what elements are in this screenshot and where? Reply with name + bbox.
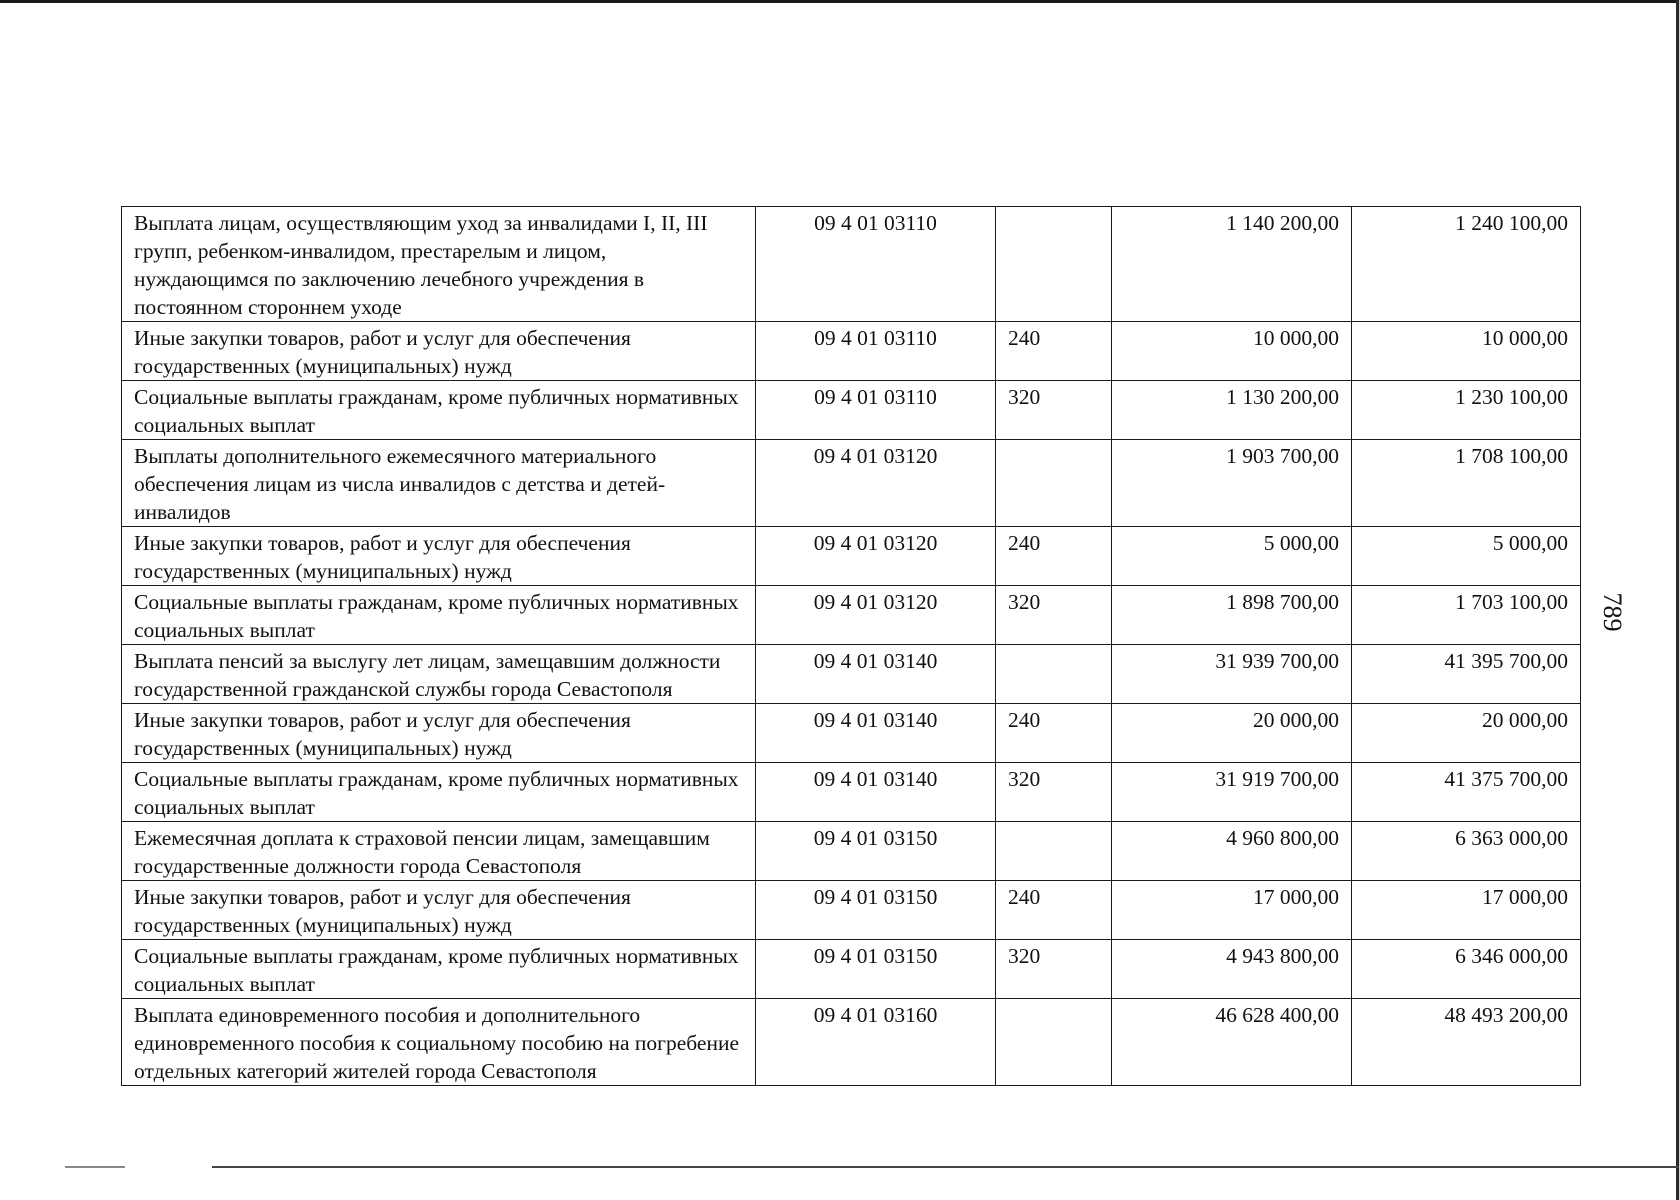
table-row xyxy=(122,999,1581,1086)
table-row xyxy=(122,822,1581,881)
target-code-cell: 09 4 01 03150 xyxy=(756,822,996,881)
target-code-cell: 09 4 01 03140 xyxy=(756,645,996,704)
expense-type-cell xyxy=(996,999,1112,1086)
target-code-cell: 09 4 01 03150 xyxy=(756,940,996,999)
amount-year-2-cell: 5 000,00 xyxy=(1352,527,1581,586)
amount-year-2-cell: 6 346 000,00 xyxy=(1352,940,1581,999)
target-code-cell: 09 4 01 03120 xyxy=(756,527,996,586)
amount-year-1-cell: 17 000,00 xyxy=(1112,881,1352,940)
scan-border-bottom xyxy=(212,1166,1679,1168)
amount-year-2-cell: 6 363 000,00 xyxy=(1352,822,1581,881)
target-code-cell: 09 4 01 03150 xyxy=(756,881,996,940)
scan-border-top xyxy=(0,0,1679,3)
amount-year-2-cell: 20 000,00 xyxy=(1352,704,1581,763)
expense-type-cell: 240 xyxy=(996,704,1112,763)
page-number: 789 xyxy=(1598,592,1627,632)
target-code-cell: 09 4 01 03160 xyxy=(756,999,996,1086)
table-row xyxy=(122,440,1581,527)
amount-year-2-cell: 10 000,00 xyxy=(1352,322,1581,381)
expense-type-cell xyxy=(996,440,1112,527)
target-code-cell: 09 4 01 03140 xyxy=(756,704,996,763)
amount-year-1-cell: 4 960 800,00 xyxy=(1112,822,1352,881)
expense-type-cell xyxy=(996,645,1112,704)
amount-year-2-cell: 48 493 200,00 xyxy=(1352,999,1581,1086)
target-code-cell: 09 4 01 03110 xyxy=(756,381,996,440)
amount-year-1-cell: 1 898 700,00 xyxy=(1112,586,1352,645)
target-code-cell: 09 4 01 03110 xyxy=(756,207,996,322)
table-row xyxy=(122,586,1581,645)
amount-year-1-cell: 1 903 700,00 xyxy=(1112,440,1352,527)
expense-name-cell: Выплата единовременного пособия и дополнительного единовременного пособия к социальному пособию на погребение отдельных категорий жителей города Севастополя xyxy=(122,999,756,1086)
expense-type-cell: 240 xyxy=(996,322,1112,381)
expense-name-cell: Ежемесячная доплата к страховой пенсии лицам, замещавшим государственные должности города Севастополя xyxy=(122,822,756,881)
table-row xyxy=(122,207,1581,322)
expense-type-cell: 240 xyxy=(996,527,1112,586)
budget-table-body xyxy=(122,207,1581,1086)
expense-type-cell: 240 xyxy=(996,881,1112,940)
expense-name-cell: Социальные выплаты гражданам, кроме публичных нормативных социальных выплат xyxy=(122,381,756,440)
target-code-cell: 09 4 01 03110 xyxy=(756,322,996,381)
amount-year-2-cell: 1 708 100,00 xyxy=(1352,440,1581,527)
expense-name-cell: Выплата лицам, осуществляющим уход за инвалидами I, II, III групп, ребенком-инвалидом, престарелым и лицом, нуждающимся по заключению лечебного учреждения в постоянном стороннем уходе xyxy=(122,207,756,322)
amount-year-1-cell: 20 000,00 xyxy=(1112,704,1352,763)
expense-type-cell: 320 xyxy=(996,763,1112,822)
table-row xyxy=(122,881,1581,940)
amount-year-1-cell: 31 919 700,00 xyxy=(1112,763,1352,822)
expense-name-cell: Иные закупки товаров, работ и услуг для обеспечения государственных (муниципальных) нужд xyxy=(122,704,756,763)
target-code-cell: 09 4 01 03140 xyxy=(756,763,996,822)
amount-year-1-cell: 5 000,00 xyxy=(1112,527,1352,586)
expense-type-cell xyxy=(996,207,1112,322)
amount-year-1-cell: 1 130 200,00 xyxy=(1112,381,1352,440)
table-row xyxy=(122,940,1581,999)
expense-name-cell: Выплаты дополнительного ежемесячного материального обеспечения лицам из числа инвалидов с детства и детей-инвалидов xyxy=(122,440,756,527)
amount-year-1-cell: 31 939 700,00 xyxy=(1112,645,1352,704)
expense-name-cell: Иные закупки товаров, работ и услуг для обеспечения государственных (муниципальных) нужд xyxy=(122,881,756,940)
table-row xyxy=(122,527,1581,586)
expense-name-cell: Иные закупки товаров, работ и услуг для обеспечения государственных (муниципальных) нужд xyxy=(122,527,756,586)
target-code-cell: 09 4 01 03120 xyxy=(756,440,996,527)
amount-year-1-cell: 10 000,00 xyxy=(1112,322,1352,381)
amount-year-2-cell: 41 395 700,00 xyxy=(1352,645,1581,704)
expense-type-cell: 320 xyxy=(996,381,1112,440)
expense-name-cell: Социальные выплаты гражданам, кроме публичных нормативных социальных выплат xyxy=(122,586,756,645)
expense-type-cell xyxy=(996,822,1112,881)
budget-table xyxy=(121,206,1581,1086)
amount-year-1-cell: 46 628 400,00 xyxy=(1112,999,1352,1086)
amount-year-1-cell: 4 943 800,00 xyxy=(1112,940,1352,999)
table-row xyxy=(122,322,1581,381)
amount-year-2-cell: 1 703 100,00 xyxy=(1352,586,1581,645)
table-row xyxy=(122,645,1581,704)
amount-year-2-cell: 41 375 700,00 xyxy=(1352,763,1581,822)
expense-type-cell: 320 xyxy=(996,586,1112,645)
expense-name-cell: Социальные выплаты гражданам, кроме публичных нормативных социальных выплат xyxy=(122,763,756,822)
expense-type-cell: 320 xyxy=(996,940,1112,999)
amount-year-1-cell: 1 140 200,00 xyxy=(1112,207,1352,322)
table-row xyxy=(122,763,1581,822)
table-row xyxy=(122,381,1581,440)
scan-border-bottom-left xyxy=(65,1166,125,1168)
expense-name-cell: Социальные выплаты гражданам, кроме публичных нормативных социальных выплат xyxy=(122,940,756,999)
expense-name-cell: Выплата пенсий за выслугу лет лицам, замещавшим должности государственной гражданской службы города Севастополя xyxy=(122,645,756,704)
amount-year-2-cell: 1 240 100,00 xyxy=(1352,207,1581,322)
table-row xyxy=(122,704,1581,763)
amount-year-2-cell: 17 000,00 xyxy=(1352,881,1581,940)
expense-name-cell: Иные закупки товаров, работ и услуг для обеспечения государственных (муниципальных) нужд xyxy=(122,322,756,381)
amount-year-2-cell: 1 230 100,00 xyxy=(1352,381,1581,440)
target-code-cell: 09 4 01 03120 xyxy=(756,586,996,645)
